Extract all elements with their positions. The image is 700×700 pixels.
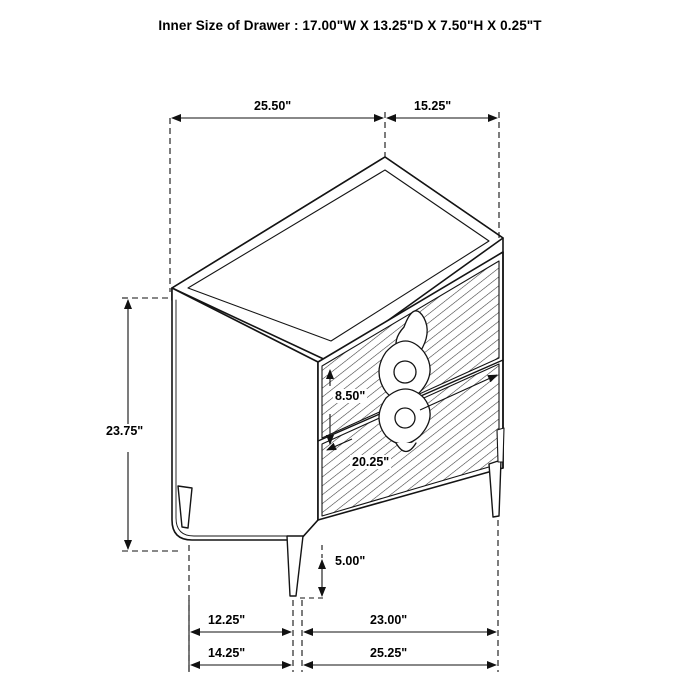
label-bottom-left-b: 14.25" xyxy=(208,646,246,660)
leg-front-left xyxy=(287,536,303,596)
page-title: Inner Size of Drawer : 17.00"W X 13.25"D X 7.50"H X 0.25"T xyxy=(158,18,542,33)
label-bottom-left-a: 12.25" xyxy=(208,613,246,627)
leg-back-right xyxy=(497,428,504,462)
leg-front-right xyxy=(489,460,501,517)
label-leg-height: 5.00" xyxy=(335,554,366,568)
label-inner-width: 20.25" xyxy=(352,455,390,469)
label-total-height: 23.75" xyxy=(106,424,144,438)
label-bottom-right-a: 23.00" xyxy=(370,613,408,627)
cabinet-body xyxy=(172,157,504,596)
label-bottom-right-b: 25.25" xyxy=(370,646,408,660)
label-inner-height: 8.50" xyxy=(335,389,366,403)
label-top-right-depth: 15.25" xyxy=(414,99,452,113)
label-top-left-width: 25.50" xyxy=(254,99,292,113)
